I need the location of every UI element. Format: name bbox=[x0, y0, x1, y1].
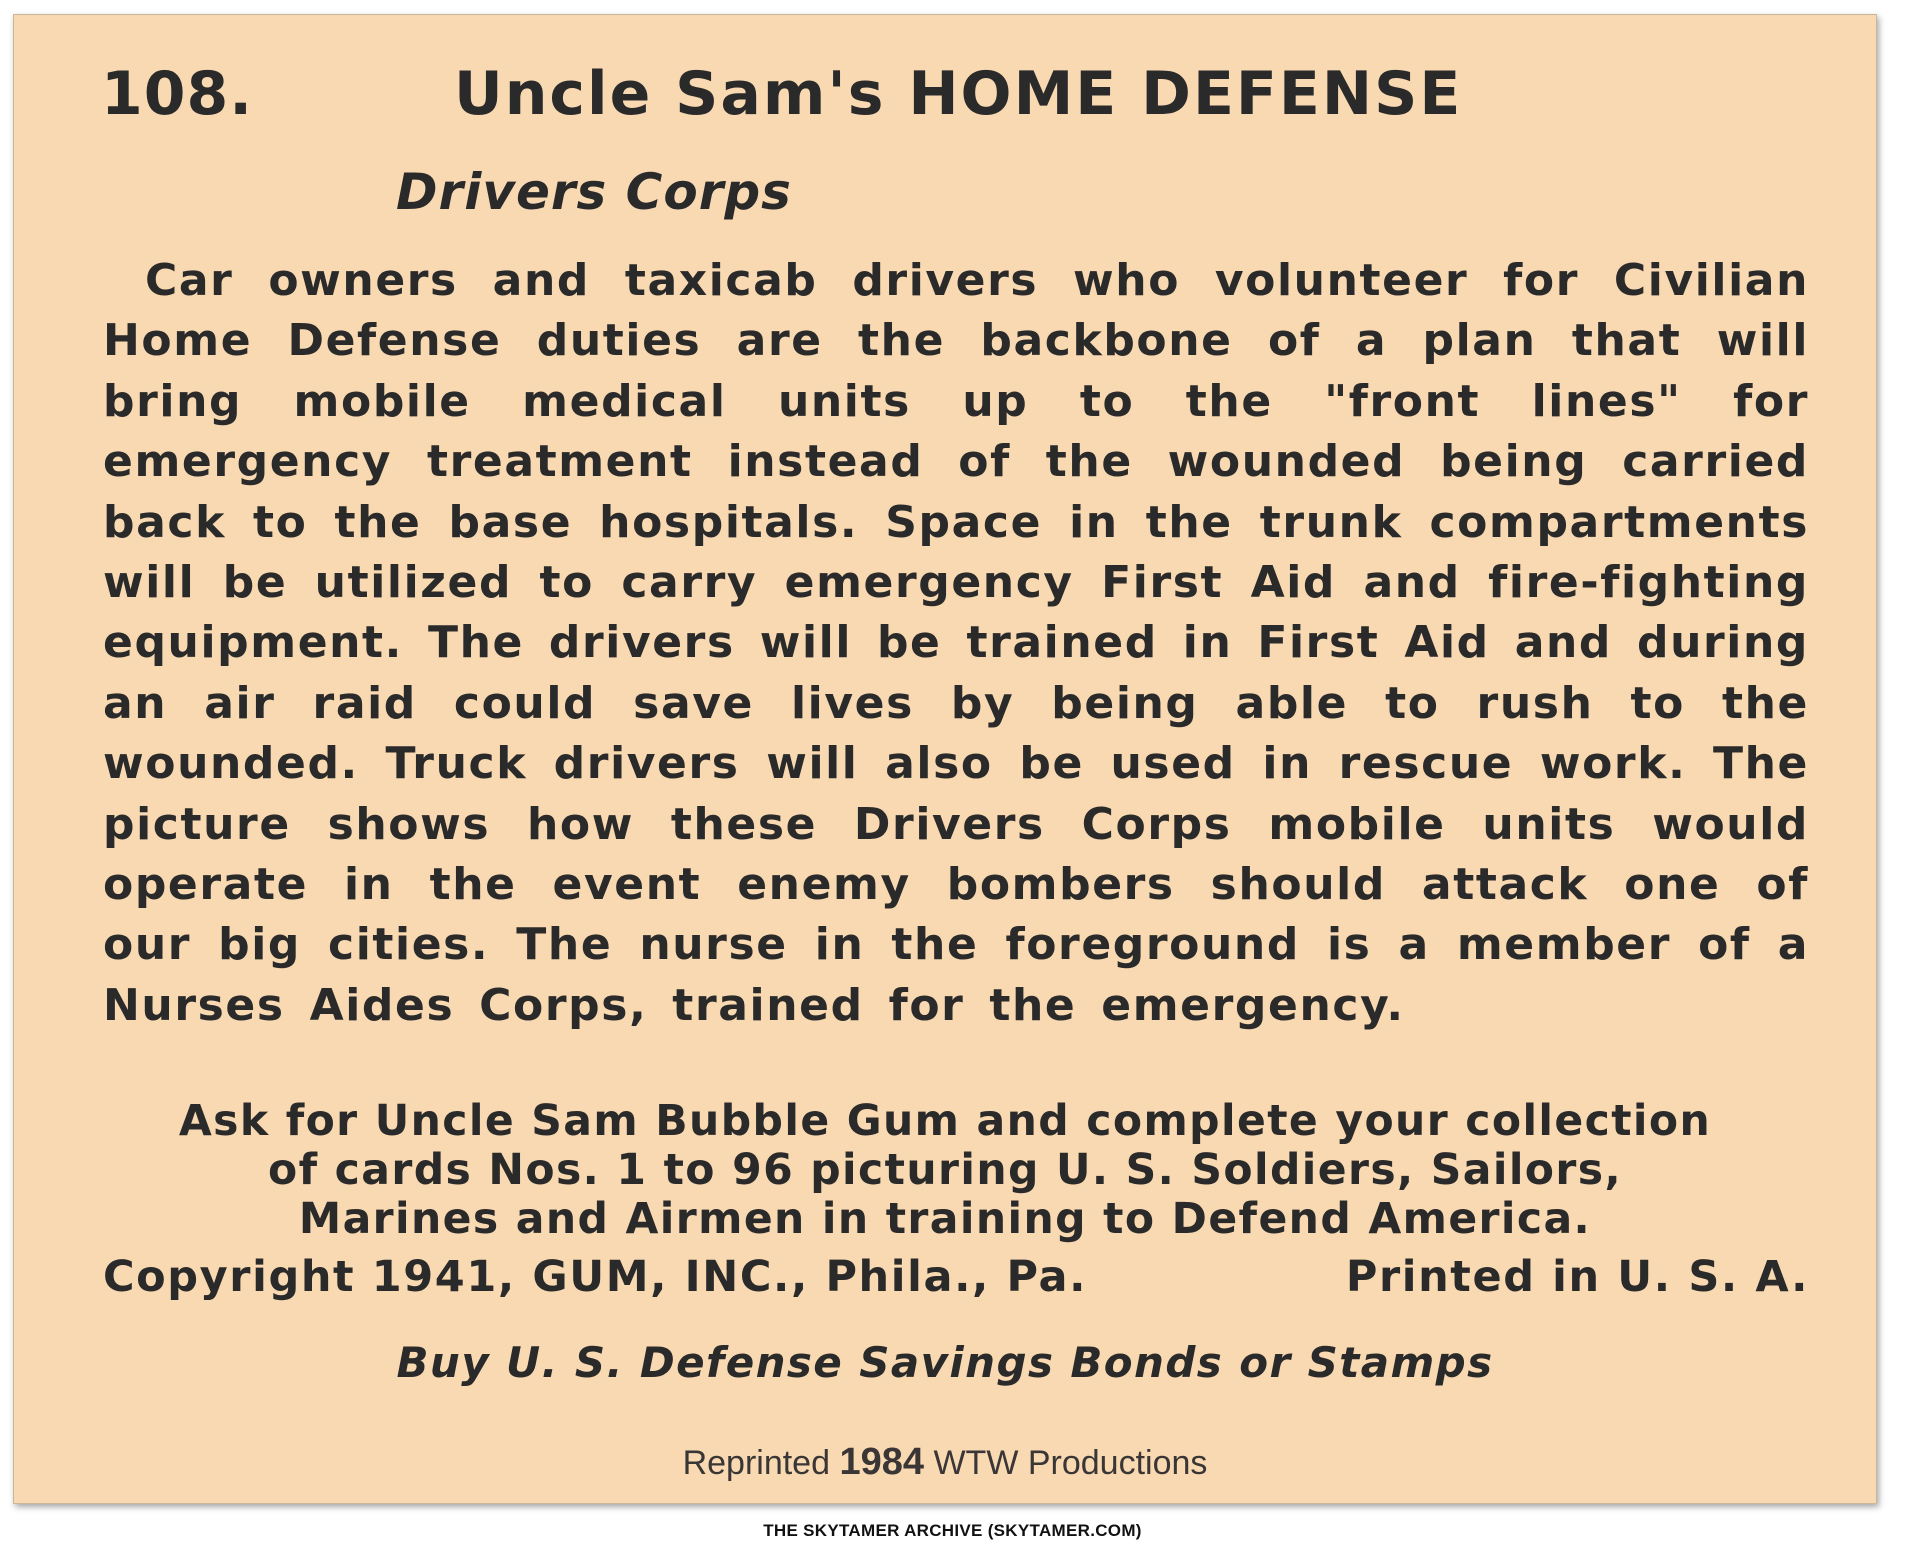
reprint-year: 1984 bbox=[839, 1441, 924, 1483]
promo-line: of cards Nos. 1 to 96 picturing U. S. Soldiers, Sailors, bbox=[267, 1146, 1623, 1195]
card-body-text: Car owners and taxicab drivers who volunteer for Civilian Home Defense duties are the backbone of a plan that will bring mobile medical units up to the "front lines" for emergency treatment instead of the wounded being carried back to the base hospitals. Space in the trunk compartments will be utilized to carry emergency First Aid and fire-fighting equipment. The drivers will be trained in First Aid and during an air raid could save lives by being able to rush to the wounded. Truck drivers will also be used in rescue work. The picture shows how these Drivers Corps mobile units would operate in the event enemy bombers should attack one of our big cities. The nurse in the foreground is a member of a Nurses Aides Corps, trained for the emergency. bbox=[103, 255, 1809, 1031]
reprint-credit bbox=[14, 1441, 1876, 1484]
copyright-text: Copyright 1941, GUM, INC., Phila., Pa. bbox=[103, 1252, 1088, 1302]
promo-line: Marines and Airmen in training to Defend America. bbox=[298, 1195, 1592, 1244]
card-subtitle: Drivers Corps bbox=[396, 163, 792, 221]
copyright-row bbox=[103, 1252, 1809, 1308]
card-title: Uncle Sam's HOME DEFENSE bbox=[454, 59, 1463, 129]
reprint-suffix: WTW Productions bbox=[933, 1444, 1208, 1482]
printed-in-text: Printed in U. S. A. bbox=[1345, 1252, 1809, 1302]
card-header bbox=[14, 59, 1876, 149]
promo-block bbox=[14, 1097, 1876, 1244]
defense-bonds-slogan: Buy U. S. Defense Savings Bonds or Stamps bbox=[396, 1338, 1494, 1387]
reprint-prefix: Reprinted bbox=[682, 1444, 830, 1482]
trading-card-back bbox=[13, 14, 1877, 1504]
archive-credit: THE SKYTAMER ARCHIVE (SKYTAMER.COM) bbox=[763, 1521, 1142, 1540]
promo-line: Ask for Uncle Sam Bubble Gum and complete your collection bbox=[178, 1097, 1712, 1146]
card-number: 108. bbox=[101, 59, 254, 129]
